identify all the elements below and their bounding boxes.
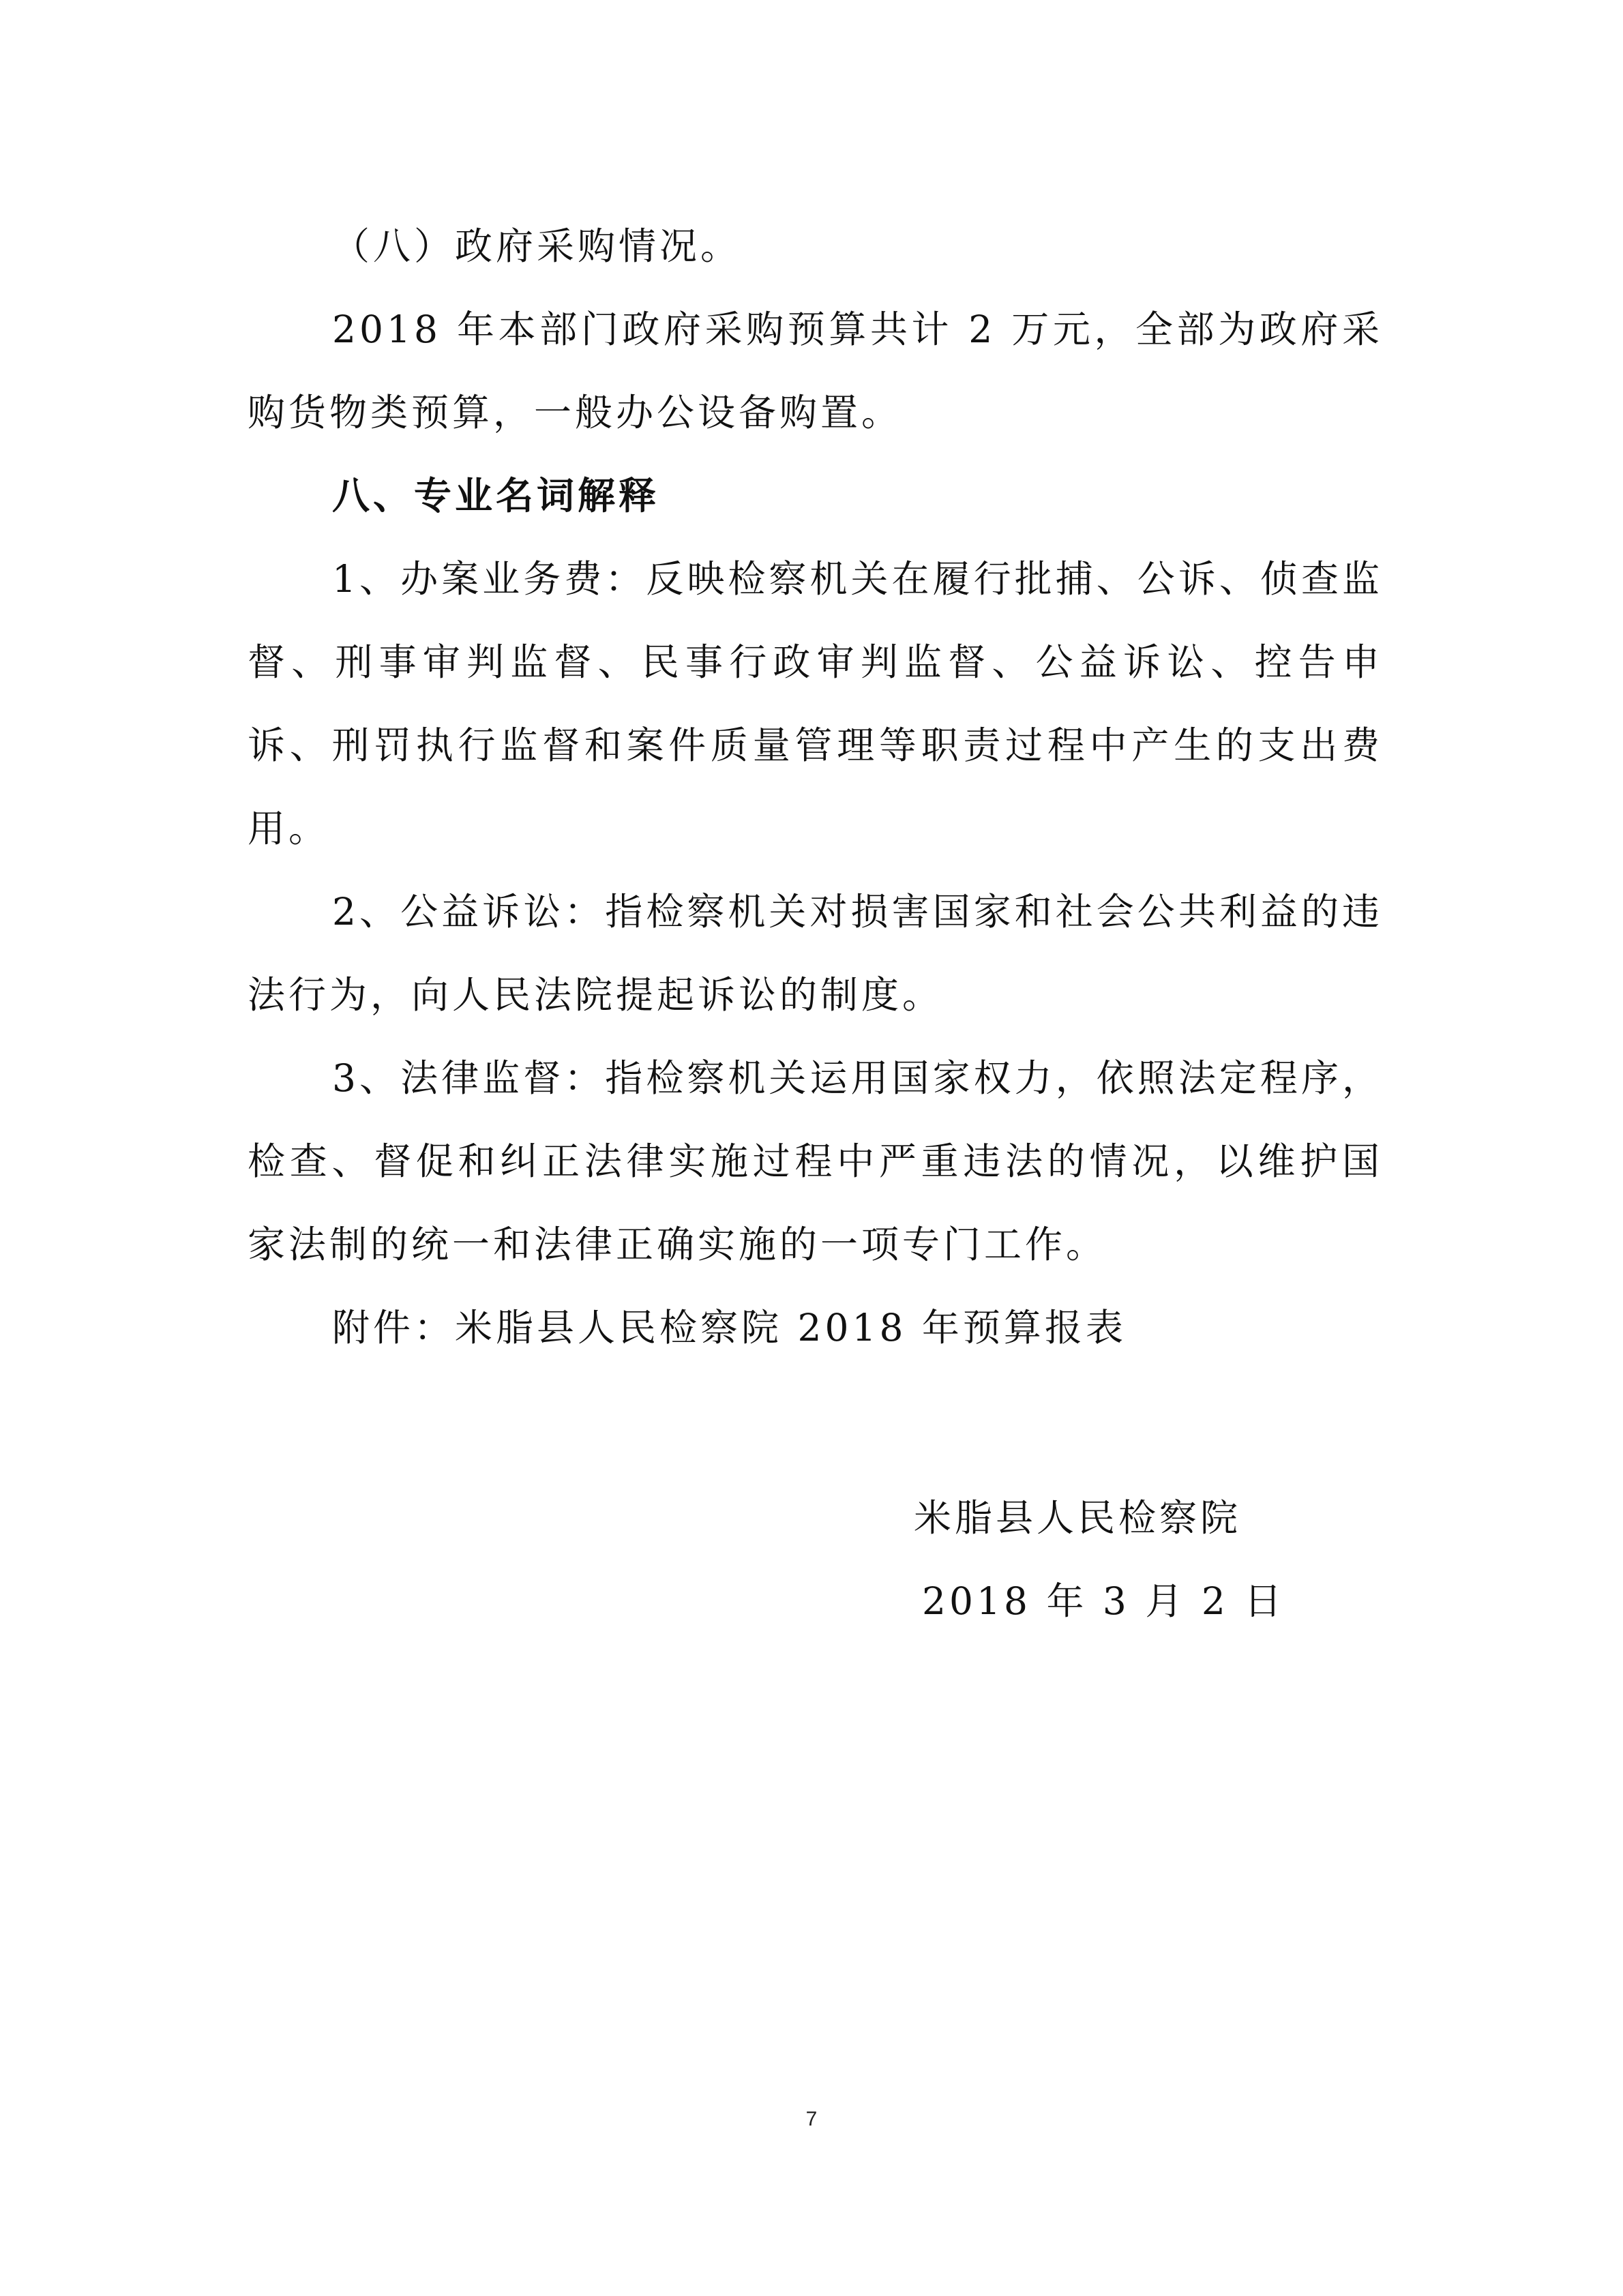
procurement-subheading: （八）政府采购情况。 (332, 224, 742, 268)
procurement-paragraph: 2018 年本部门政府采购预算共计 2 万元，全部为政府采购货物类预算，一般办公设备购置。 (248, 308, 1383, 434)
attachment-line: 附件：米脂县人民检察院 2018 年预算报表 (332, 1306, 1127, 1350)
signature-block (914, 1476, 1285, 1643)
term-legal-supervision-paragraph: 3、法律监督：指检察机关运用国家权力，依照法定程序，检查、督促和纠正法律实施过程中严重违法的情况，以维护国家法制的统一和法律正确实施的一项专门工作。 (248, 1056, 1383, 1266)
term-public-interest-litigation-paragraph: 2、公益诉讼：指检察机关对损害国家和社会公共利益的违法行为，向人民法院提起诉讼的制度。 (248, 890, 1383, 1017)
page-number: 7 (805, 2108, 818, 2130)
signature-date: 2018 年 3 月 2 日 (922, 1579, 1285, 1623)
document-body (248, 205, 1383, 1369)
signature-organization: 米脂县人民检察院 (914, 1496, 1242, 1540)
terms-heading: 八、专业名词解释 (332, 474, 660, 518)
term-case-expense-paragraph: 1、办案业务费：反映检察机关在履行批捕、公诉、侦查监督、刑事审判监督、民事行政审判监督、公益诉讼、控告申诉、刑罚执行监督和案件质量管理等职责过程中产生的支出费用。 (248, 557, 1383, 850)
